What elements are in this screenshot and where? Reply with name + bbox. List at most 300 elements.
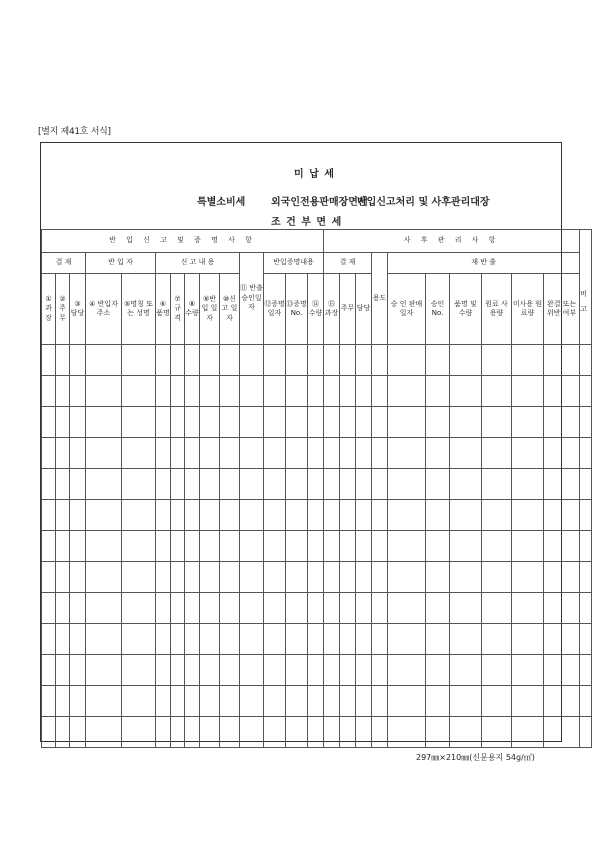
table-cell <box>220 686 240 717</box>
table-cell <box>356 655 372 686</box>
table-cell <box>185 655 200 686</box>
table-cell <box>200 407 220 438</box>
col-header-1: ① 과장 <box>42 274 56 345</box>
table-cell <box>388 345 426 376</box>
table-cell <box>308 562 324 593</box>
table-row <box>42 593 592 624</box>
table-cell <box>426 531 450 562</box>
table-cell <box>240 438 264 469</box>
table-cell <box>340 562 356 593</box>
table-cell <box>42 717 56 748</box>
table-cell <box>171 686 185 717</box>
table-cell <box>580 345 592 376</box>
carry-in-proof-header: 반입증명내용 <box>264 253 324 274</box>
table-cell <box>544 624 580 655</box>
table-cell <box>340 717 356 748</box>
table-cell <box>240 562 264 593</box>
table-cell <box>308 376 324 407</box>
table-cell <box>544 345 580 376</box>
table-cell <box>512 686 544 717</box>
table-cell <box>42 438 56 469</box>
table-cell <box>286 593 308 624</box>
table-cell <box>544 717 580 748</box>
table-cell <box>482 593 512 624</box>
table-cell <box>86 469 122 500</box>
table-cell <box>122 345 156 376</box>
table-cell <box>185 562 200 593</box>
col-header-14: ⑭ 수량 <box>308 274 324 345</box>
table-cell <box>86 562 122 593</box>
table-cell <box>308 407 324 438</box>
table-cell <box>56 562 70 593</box>
table-cell <box>240 469 264 500</box>
table-cell <box>220 531 240 562</box>
table-cell <box>185 593 200 624</box>
table-cell <box>356 438 372 469</box>
table-cell <box>580 562 592 593</box>
table-cell <box>388 438 426 469</box>
table-cell <box>56 500 70 531</box>
table-cell <box>286 500 308 531</box>
table-cell <box>544 686 580 717</box>
table-cell <box>512 407 544 438</box>
table-cell <box>512 376 544 407</box>
table-cell <box>42 624 56 655</box>
title-mid-right: 반입신고처리 및 사후관리대장 <box>357 197 490 208</box>
table-row <box>42 500 592 531</box>
table-cell <box>426 376 450 407</box>
table-cell <box>372 469 388 500</box>
table-cell <box>450 686 482 717</box>
table-cell <box>426 469 450 500</box>
table-cell <box>240 593 264 624</box>
table-cell <box>156 686 171 717</box>
col-header-4: ④ 반입자주소 <box>86 274 122 345</box>
table-cell <box>308 624 324 655</box>
table-cell <box>482 376 512 407</box>
table-cell <box>56 717 70 748</box>
table-cell <box>372 376 388 407</box>
col-header-16: 주무 <box>340 274 356 345</box>
table-cell <box>482 438 512 469</box>
table-cell <box>56 624 70 655</box>
col-header-7: ⑦ 규격 <box>171 274 185 345</box>
col-header-10: ⑩신고 일자 <box>220 274 240 345</box>
table-cell <box>426 717 450 748</box>
col-header-21: 원료 사용량 <box>482 274 512 345</box>
remark-label: 비 고 <box>580 289 592 313</box>
table-cell <box>512 500 544 531</box>
table-cell <box>70 655 86 686</box>
table-cell <box>42 593 56 624</box>
table-cell <box>388 686 426 717</box>
table-cell <box>324 655 340 686</box>
table-cell <box>286 469 308 500</box>
table-cell <box>264 717 286 748</box>
table-cell <box>324 624 340 655</box>
table-cell <box>324 407 340 438</box>
table-cell <box>240 376 264 407</box>
table-cell <box>512 655 544 686</box>
form-id-label: [별지 제41호 서식] <box>38 127 111 137</box>
table-cell <box>185 531 200 562</box>
table-cell <box>544 376 580 407</box>
table-cell <box>264 469 286 500</box>
importer-header: 반 입 자 <box>86 253 156 274</box>
table-cell <box>286 345 308 376</box>
table-row <box>42 717 592 748</box>
table-cell <box>388 717 426 748</box>
table-cell <box>240 717 264 748</box>
table-cell <box>512 717 544 748</box>
table-cell <box>171 438 185 469</box>
table-cell <box>308 686 324 717</box>
table-cell <box>122 531 156 562</box>
table-row <box>42 686 592 717</box>
table-cell <box>308 531 324 562</box>
table-cell <box>185 376 200 407</box>
table-cell <box>56 376 70 407</box>
table-cell <box>86 438 122 469</box>
table-cell <box>580 531 592 562</box>
table-cell <box>122 686 156 717</box>
table-cell <box>240 531 264 562</box>
table-cell <box>185 345 200 376</box>
table-cell <box>580 686 592 717</box>
table-cell <box>580 717 592 748</box>
table-cell <box>171 376 185 407</box>
table-cell <box>264 686 286 717</box>
table-cell <box>286 624 308 655</box>
table-cell <box>426 624 450 655</box>
table-cell <box>286 686 308 717</box>
table-cell <box>482 531 512 562</box>
table-cell <box>580 376 592 407</box>
table-cell <box>156 407 171 438</box>
table-cell <box>356 562 372 593</box>
table-cell <box>264 562 286 593</box>
table-cell <box>86 717 122 748</box>
table-cell <box>56 438 70 469</box>
col-header-8: ⑧ 수량 <box>185 274 200 345</box>
table-cell <box>580 407 592 438</box>
table-row <box>42 345 592 376</box>
table-cell <box>286 717 308 748</box>
col-header-20: 품명 및 수량 <box>450 274 482 345</box>
table-cell <box>220 624 240 655</box>
table-cell <box>512 562 544 593</box>
table-cell <box>86 655 122 686</box>
table-cell <box>70 345 86 376</box>
table-cell <box>482 562 512 593</box>
table-cell <box>356 376 372 407</box>
table-cell <box>356 686 372 717</box>
title-mid-center: 외국인전용판매장면세 <box>271 197 368 208</box>
table-cell <box>356 407 372 438</box>
table-row <box>42 562 592 593</box>
table-cell <box>70 376 86 407</box>
table-cell <box>200 655 220 686</box>
table-cell <box>308 717 324 748</box>
table-cell <box>156 500 171 531</box>
table-cell <box>200 500 220 531</box>
table-cell <box>185 500 200 531</box>
table-cell <box>356 500 372 531</box>
table-cell <box>512 438 544 469</box>
table-cell <box>42 562 56 593</box>
table-cell <box>482 686 512 717</box>
table-cell <box>56 407 70 438</box>
table-cell <box>340 438 356 469</box>
table-cell <box>372 686 388 717</box>
table-cell <box>86 686 122 717</box>
table-cell <box>56 469 70 500</box>
table-cell <box>56 686 70 717</box>
table-cell <box>122 438 156 469</box>
table-cell <box>388 655 426 686</box>
table-cell <box>220 593 240 624</box>
table-cell <box>580 469 592 500</box>
table-cell <box>156 655 171 686</box>
table-cell <box>580 593 592 624</box>
table-cell <box>286 376 308 407</box>
table-cell <box>324 717 340 748</box>
table-cell <box>388 469 426 500</box>
table-cell <box>372 717 388 748</box>
table-cell <box>185 717 200 748</box>
table-cell <box>171 562 185 593</box>
table-cell <box>264 500 286 531</box>
table-cell <box>426 407 450 438</box>
table-cell <box>450 717 482 748</box>
use-header: 용도 <box>372 253 388 345</box>
table-cell <box>388 624 426 655</box>
table-cell <box>286 438 308 469</box>
table-cell <box>122 717 156 748</box>
table-cell <box>220 562 240 593</box>
table-cell <box>340 593 356 624</box>
table-cell <box>200 531 220 562</box>
table-row <box>42 407 592 438</box>
table-cell <box>86 500 122 531</box>
remark-header <box>580 230 592 345</box>
carry-in-confirm-header: ⑪ 반출승인일자 <box>240 253 264 345</box>
table-cell <box>86 376 122 407</box>
table-cell <box>56 593 70 624</box>
table-cell <box>482 717 512 748</box>
table-cell <box>42 655 56 686</box>
table-cell <box>200 376 220 407</box>
table-cell <box>340 624 356 655</box>
title-bottom: 조 건 부 면 세 <box>271 217 343 228</box>
table-cell <box>86 531 122 562</box>
table-cell <box>426 345 450 376</box>
table-cell <box>450 345 482 376</box>
table-cell <box>264 593 286 624</box>
table-cell <box>340 376 356 407</box>
ledger-table <box>41 229 592 748</box>
table-cell <box>156 345 171 376</box>
table-cell <box>388 562 426 593</box>
table-cell <box>200 345 220 376</box>
table-cell <box>220 438 240 469</box>
table-cell <box>264 345 286 376</box>
table-cell <box>324 531 340 562</box>
table-cell <box>324 469 340 500</box>
col-header-22: 미사용 원료량 <box>512 274 544 345</box>
table-cell <box>86 407 122 438</box>
table-row <box>42 624 592 655</box>
table-cell <box>200 562 220 593</box>
table-row <box>42 655 592 686</box>
table-cell <box>264 624 286 655</box>
table-cell <box>122 469 156 500</box>
table-cell <box>580 500 592 531</box>
section-report-header: 반 입 신 고 및 증 명 사 항 <box>42 230 324 253</box>
table-cell <box>122 500 156 531</box>
table-cell <box>340 686 356 717</box>
table-cell <box>356 624 372 655</box>
table-cell <box>42 469 56 500</box>
table-cell <box>372 624 388 655</box>
table-cell <box>372 345 388 376</box>
col-header-17: 담당 <box>356 274 372 345</box>
table-cell <box>185 686 200 717</box>
table-cell <box>544 407 580 438</box>
table-cell <box>356 469 372 500</box>
table-cell <box>70 686 86 717</box>
table-cell <box>544 562 580 593</box>
table-cell <box>388 500 426 531</box>
table-cell <box>220 407 240 438</box>
table-cell <box>308 500 324 531</box>
table-cell <box>286 655 308 686</box>
table-cell <box>482 407 512 438</box>
table-cell <box>426 562 450 593</box>
table-cell <box>200 469 220 500</box>
table-cell <box>70 407 86 438</box>
table-cell <box>308 655 324 686</box>
table-cell <box>450 407 482 438</box>
table-cell <box>450 655 482 686</box>
table-cell <box>372 500 388 531</box>
title-mid-left: 특별소비세 <box>197 197 246 208</box>
table-cell <box>580 624 592 655</box>
col-header-23: 완결 또는 위반 여부 <box>544 274 580 345</box>
table-cell <box>56 655 70 686</box>
table-cell <box>482 469 512 500</box>
table-cell <box>185 407 200 438</box>
table-cell <box>426 655 450 686</box>
paper-spec-footer: 297㎜×210㎜(신문용지 54g/㎡) <box>416 753 535 762</box>
table-cell <box>580 438 592 469</box>
table-cell <box>171 655 185 686</box>
table-cell <box>264 438 286 469</box>
table-cell <box>286 531 308 562</box>
table-cell <box>185 469 200 500</box>
table-cell <box>122 562 156 593</box>
table-cell <box>308 438 324 469</box>
table-cell <box>512 593 544 624</box>
table-cell <box>86 345 122 376</box>
table-cell <box>426 686 450 717</box>
table-cell <box>512 531 544 562</box>
table-cell <box>240 655 264 686</box>
table-cell <box>512 345 544 376</box>
table-cell <box>372 438 388 469</box>
table-cell <box>200 593 220 624</box>
table-cell <box>324 686 340 717</box>
col-header-13: ⑬증명 No. <box>286 274 308 345</box>
col-header-18: 승 인 판매일자 <box>388 274 426 345</box>
table-cell <box>122 624 156 655</box>
table-cell <box>450 562 482 593</box>
table-cell <box>426 500 450 531</box>
table-cell <box>544 655 580 686</box>
table-cell <box>200 686 220 717</box>
table-cell <box>482 655 512 686</box>
table-row <box>42 469 592 500</box>
table-cell <box>240 500 264 531</box>
table-cell <box>70 593 86 624</box>
table-cell <box>220 655 240 686</box>
col-header-5: ⑤명칭 또는 성명 <box>122 274 156 345</box>
table-cell <box>544 500 580 531</box>
table-cell <box>122 593 156 624</box>
title-block <box>41 143 561 229</box>
table-cell <box>372 531 388 562</box>
table-cell <box>388 593 426 624</box>
table-cell <box>356 717 372 748</box>
table-cell <box>171 531 185 562</box>
table-cell <box>340 531 356 562</box>
col-header-6: ⑥ 품명 <box>156 274 171 345</box>
table-cell <box>450 624 482 655</box>
table-cell <box>580 655 592 686</box>
table-cell <box>340 407 356 438</box>
col-header-3: ③ 담당 <box>70 274 86 345</box>
table-cell <box>356 593 372 624</box>
table-cell <box>324 438 340 469</box>
table-cell <box>544 469 580 500</box>
table-cell <box>70 624 86 655</box>
table-row <box>42 438 592 469</box>
table-cell <box>372 407 388 438</box>
table-cell <box>324 345 340 376</box>
table-cell <box>240 686 264 717</box>
table-cell <box>156 376 171 407</box>
col-header-15: ⑮ 과장 <box>324 274 340 345</box>
table-cell <box>156 469 171 500</box>
table-cell <box>388 531 426 562</box>
table-cell <box>122 655 156 686</box>
table-cell <box>240 624 264 655</box>
table-cell <box>544 593 580 624</box>
table-cell <box>308 345 324 376</box>
col-header-2: ② 주무 <box>56 274 70 345</box>
table-cell <box>156 624 171 655</box>
table-cell <box>156 593 171 624</box>
table-cell <box>156 531 171 562</box>
table-cell <box>220 376 240 407</box>
table-cell <box>70 438 86 469</box>
report-content-header: 신 고 내 용 <box>156 253 240 274</box>
table-cell <box>156 438 171 469</box>
table-cell <box>340 469 356 500</box>
table-cell <box>482 624 512 655</box>
table-cell <box>220 717 240 748</box>
table-cell <box>70 469 86 500</box>
